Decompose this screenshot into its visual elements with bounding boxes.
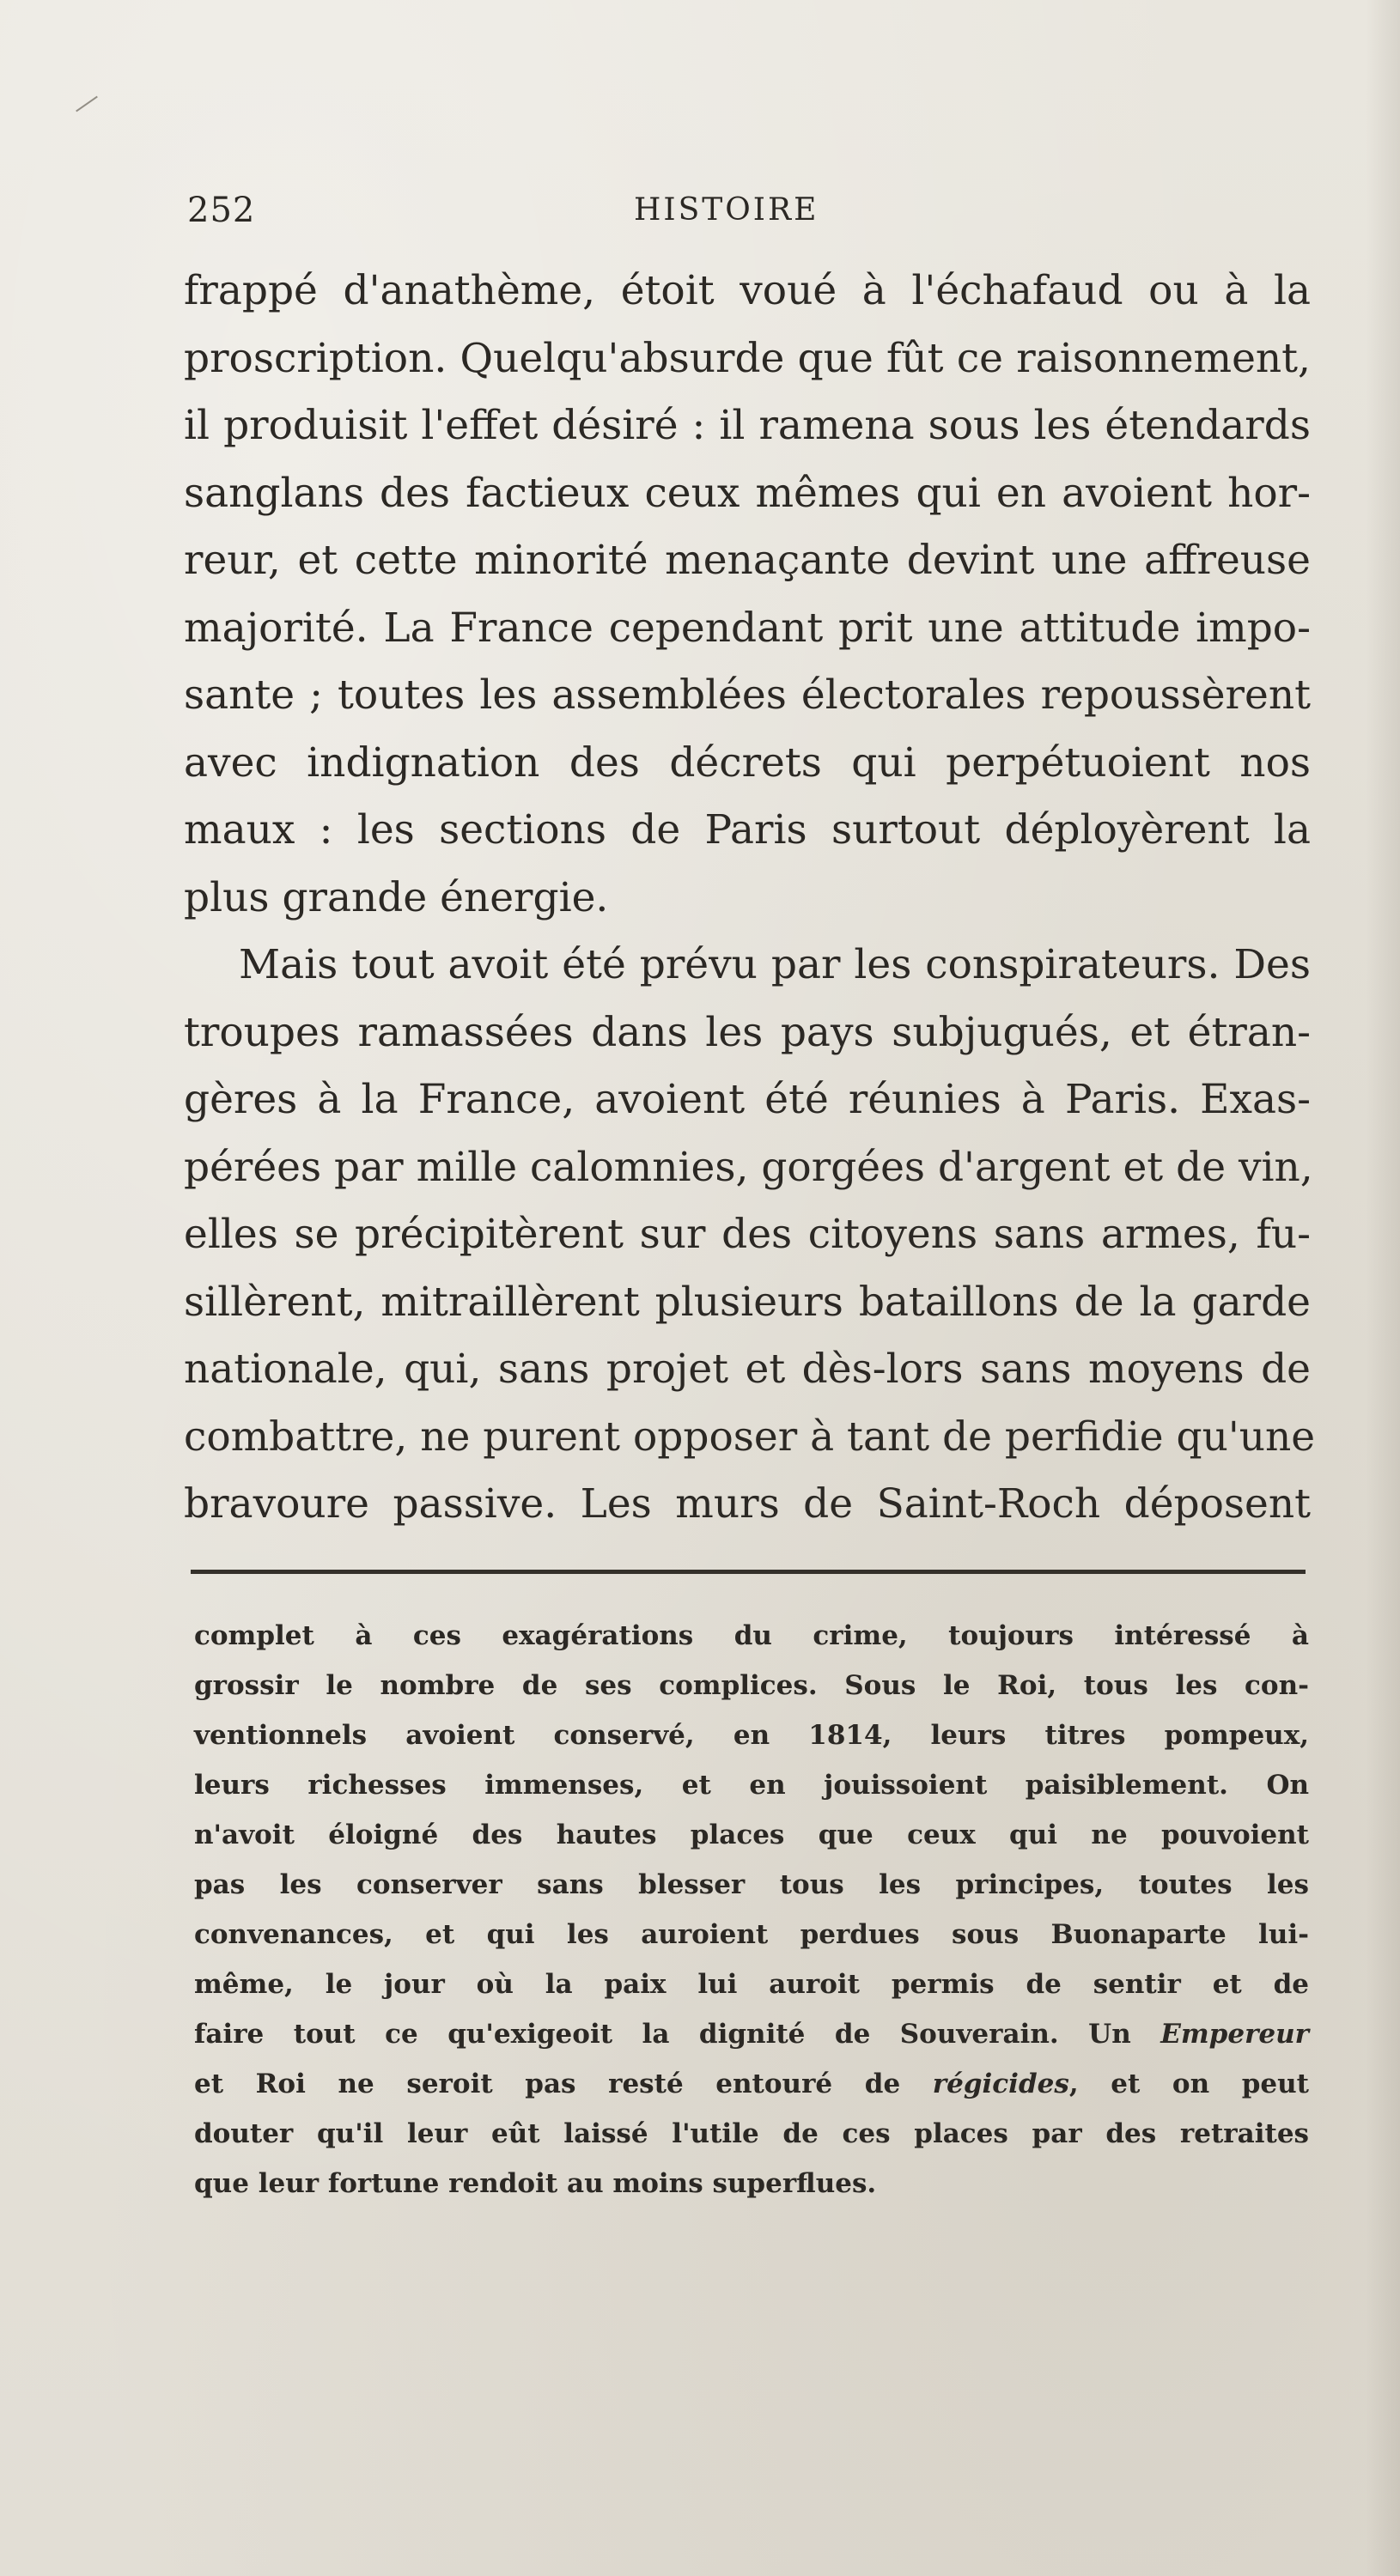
text-line: avec indignation des décrets qui perpétuoient nos	[184, 738, 1311, 787]
ink-mark	[76, 96, 98, 112]
footnote-text: faire tout ce qu'exigeoit la dignité de Souverain. Un	[194, 2019, 1131, 2050]
footnote-line: que leur fortune rendoit au moins superflues.	[194, 2168, 877, 2199]
text-line: majorité. La France cependant prit une attitude impo-	[184, 604, 1311, 652]
running-title: HISTOIRE	[634, 192, 819, 228]
text-line: sillèrent, mitraillèrent plusieurs bataillons de la garde	[184, 1278, 1311, 1326]
text-line: combattre, ne purent opposer à tant de perfidie qu'une	[184, 1413, 1316, 1461]
footnote-line: même, le jour où la paix lui auroit permis de sentir et de	[194, 1969, 1309, 2000]
footnote-line: complet à ces exagérations du crime, toujours intéressé à	[194, 1620, 1309, 1651]
text-line: nationale, qui, sans projet et dès-lors sans moyens de	[184, 1346, 1311, 1393]
text-line: frappé d'anathème, étoit voué à l'échafaud ou à la	[184, 267, 1311, 314]
page-edge-shadow	[1366, 0, 1400, 2576]
footnote-text: , et on peut	[1068, 2069, 1309, 2099]
running-head	[187, 191, 1295, 234]
text-line: sante ; toutes les assemblées électorales repoussèrent	[184, 671, 1311, 719]
text-line: proscription. Quelqu'absurde que fût ce raisonnement,	[184, 334, 1311, 382]
text-line: plus grande énergie.	[184, 873, 609, 921]
text-line: sanglans des factieux ceux mêmes qui en avoient hor-	[184, 469, 1311, 517]
footnote-line: pas les conserver sans blesser tous les principes, toutes les	[194, 1869, 1309, 1900]
main-text-block	[184, 258, 1316, 1539]
text-line: pérées par mille calomnies, gorgées d'argent et de vin,	[184, 1143, 1313, 1191]
text-line: Mais tout avoit été prévu par les conspirateurs. Des	[239, 941, 1311, 988]
text-line: gères à la France, avoient été réunies à Paris. Exas-	[184, 1076, 1311, 1123]
footnote-line	[194, 2059, 1309, 2109]
footnote-rule	[191, 1570, 1306, 1574]
footnote-line: ventionnels avoient conservé, en 1814, leurs titres pompeux,	[194, 1720, 1309, 1751]
text-line: reur, et cette minorité menaçante devint une affreuse	[184, 537, 1311, 584]
footnote-line: douter qu'il leur eût laissé l'utile de ces places par des retraites	[194, 2118, 1309, 2149]
text-line: maux : les sections de Paris surtout déployèrent la	[184, 806, 1311, 854]
text-line: elles se précipitèrent sur des citoyens sans armes, fu-	[184, 1211, 1311, 1258]
text-line: il produisit l'effet désiré : il ramena sous les étendards	[184, 402, 1311, 449]
footnote-line: n'avoit éloigné des hautes places que ceux qui ne pouvoient	[194, 1820, 1309, 1850]
footnote-text: et Roi ne seroit pas resté entouré de	[194, 2069, 901, 2099]
footnote-italic-word: régicides	[932, 2069, 1069, 2099]
footnote-line: convenances, et qui les auroient perdues sous Buonaparte lui-	[194, 1919, 1309, 1950]
text-line: bravoure passive. Les murs de Saint-Roch déposent	[184, 1480, 1311, 1528]
text-line: troupes ramassées dans les pays subjugués, et étran-	[184, 1008, 1311, 1056]
footnote-line: leurs richesses immenses, et en jouissoient paisiblement. On	[194, 1770, 1309, 1801]
footnote-block	[194, 1611, 1309, 2208]
page-number: 252	[187, 191, 256, 230]
footnote-italic-word: Empereur	[1160, 2019, 1309, 2050]
footnote-line: grossir le nombre de ses complices. Sous le Roi, tous les con-	[194, 1670, 1309, 1701]
footnote-line	[194, 2009, 1309, 2059]
